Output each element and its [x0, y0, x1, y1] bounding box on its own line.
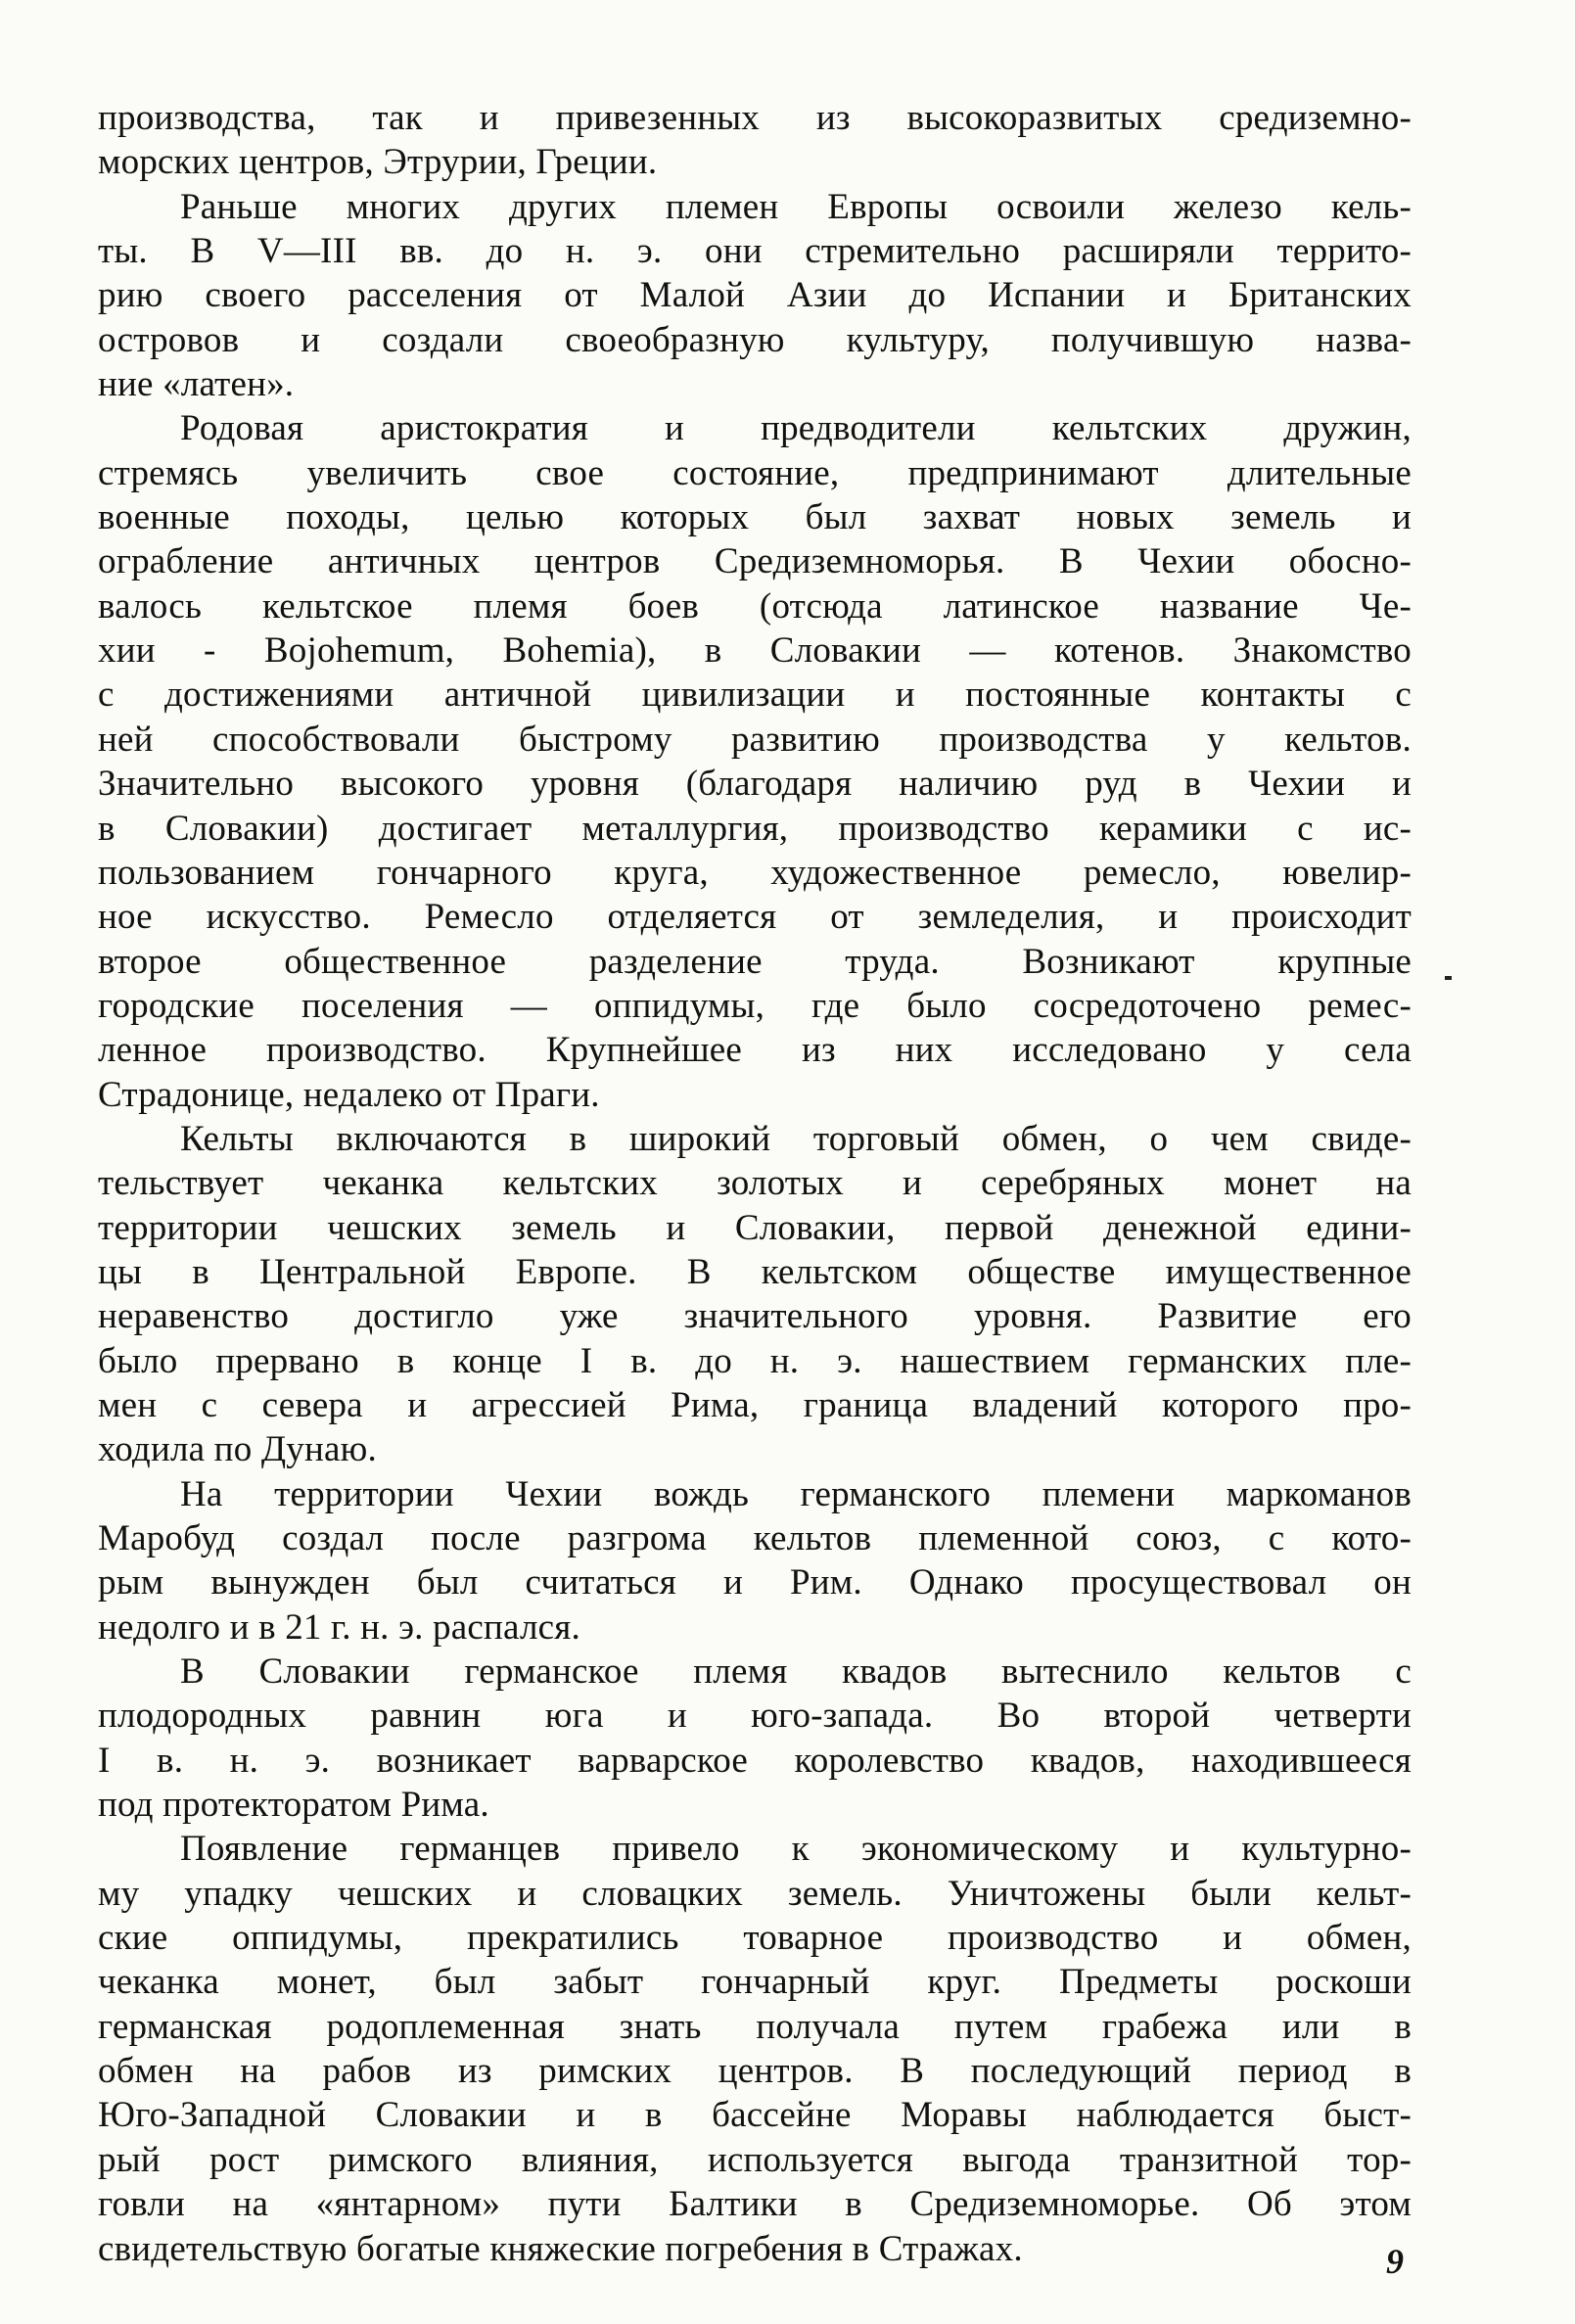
text-line: хии - Bojohemum, Bohemia), в Словакии — котенов. Знакомство — [98, 630, 1412, 672]
text-line: пользованием гончарного круга, художественное ремесло, ювелир- — [98, 852, 1412, 893]
paragraph — [98, 96, 1412, 185]
text-line: свидетельствую богатые княжеские погребения в Стражах. — [98, 2228, 1023, 2269]
text-line: Родовая аристократия и предводители кельтских дружин, — [180, 408, 1412, 449]
text-line: ние «латен». — [98, 364, 295, 405]
text-line: под протекторатом Рима. — [98, 1785, 489, 1826]
text-line: ное искусство. Ремесло отделяется от земледелия, и происходит — [98, 897, 1412, 938]
text-line: Страдонице, недалеко от Праги. — [98, 1074, 600, 1115]
text-line: ские оппидумы, прекратились товарное производство и обмен, — [98, 1918, 1412, 1959]
text-line: На территории Чехии вождь германского племени маркоманов — [180, 1473, 1412, 1514]
text-line: цы в Центральной Европе. В кельтском обществе имущественное — [98, 1251, 1412, 1292]
text-line: неравенство достигло уже значительного уровня. Развитие его — [98, 1296, 1412, 1337]
text-line: мен с севера и агрессией Рима, граница владений которого про- — [98, 1384, 1412, 1425]
text-line: Кельты включаются в широкий торговый обмен, о чем свиде- — [180, 1118, 1412, 1159]
text-line: рию своего расселения от Малой Азии до Испании и Британских — [98, 275, 1412, 316]
text-line: валось кельтское племя боев (отсюда латинское название Че- — [98, 585, 1412, 627]
text-line: рый рост римского влияния, используется выгода транзитной тор- — [98, 2139, 1412, 2180]
text-line: второе общественное разделение труда. Возникают крупные — [98, 941, 1412, 982]
paragraph — [98, 1650, 1412, 1827]
text-line: островов и создали своеобразную культуру, получившую назва- — [98, 319, 1412, 360]
text-line: плодородных равнин юга и юго-запада. Во второй четверти — [98, 1696, 1412, 1737]
text-line: му упадку чешских и словацких земель. Уничтожены были кельт- — [98, 1873, 1412, 1914]
text-line: Раньше многих других племен Европы освоили железо кель- — [180, 186, 1412, 227]
text-line: обмен на рабов из римских центров. В последующий период в — [98, 2051, 1412, 2092]
text-line: морских центров, Этрурии, Греции. — [98, 142, 658, 183]
text-line: Появление германцев привело к экономическому и культурно- — [180, 1829, 1412, 1870]
paragraph — [98, 1117, 1412, 1472]
text-line: говли на «янтарном» пути Балтики в Средиземноморье. Об этом — [98, 2184, 1412, 2225]
text-line: городские поселения — оппидумы, где было сосредоточено ремес- — [98, 985, 1412, 1026]
text-line: В Словакии германское племя квадов вытеснило кельтов с — [180, 1651, 1412, 1693]
page-number: 9 — [1386, 2242, 1404, 2281]
margin-mark — [1445, 976, 1452, 980]
paragraph — [98, 185, 1412, 407]
text-line: территории чешских земель и Словакии, первой денежной едини- — [98, 1207, 1412, 1248]
text-line: стремясь увеличить свое состояние, предпринимают длительные — [98, 452, 1412, 493]
text-line: рым вынужден был считаться и Рим. Однако просуществовал он — [98, 1562, 1412, 1604]
text-line: Маробуд создал после разгрома кельтов племенной союз, с кото- — [98, 1518, 1412, 1558]
text-line: ограбление античных центров Средиземноморья. В Чехии обосно- — [98, 541, 1412, 582]
text-line: ней способствовали быстрому развитию производства у кельтов. — [98, 719, 1412, 760]
text-line: тельствует чеканка кельтских золотых и серебряных монет на — [98, 1163, 1412, 1204]
text-line: ты. В V—III вв. до н. э. они стремительно расширяли террито- — [98, 231, 1412, 272]
text-line: военные походы, целью которых был захват новых земель и — [98, 497, 1412, 538]
text-line: I в. н. э. возникает варварское королевство квадов, находившееся — [98, 1740, 1412, 1781]
text-line: Юго-Западной Словакии и в бассейне Моравы наблюдается быст- — [98, 2095, 1412, 2136]
paragraph — [98, 1472, 1412, 1650]
paragraph — [98, 406, 1412, 1117]
text-line: Значительно высокого уровня (благодаря наличию руд в Чехии и — [98, 764, 1412, 805]
body-text — [98, 96, 1412, 2271]
text-line: с достижениями античной цивилизации и постоянные контакты с — [98, 674, 1412, 716]
text-line: в Словакии) достигает металлургия, производство керамики с ис- — [98, 808, 1412, 849]
text-line: недолго и в 21 г. н. э. распался. — [98, 1606, 580, 1648]
text-line: чеканка монет, был забыт гончарный круг. Предметы роскоши — [98, 1962, 1412, 2003]
text-line: производства, так и привезенных из высокоразвитых средиземно- — [98, 98, 1412, 138]
text-line: ходила по Дунаю. — [98, 1429, 377, 1470]
paragraph — [98, 1827, 1412, 2270]
text-line: ленное производство. Крупнейшее из них исследовано у села — [98, 1030, 1412, 1071]
text-line: германская родоплеменная знать получала путем грабежа или в — [98, 2006, 1412, 2047]
text-line: было прервано в конце I в. до н. э. нашествием германских пле- — [98, 1340, 1412, 1381]
